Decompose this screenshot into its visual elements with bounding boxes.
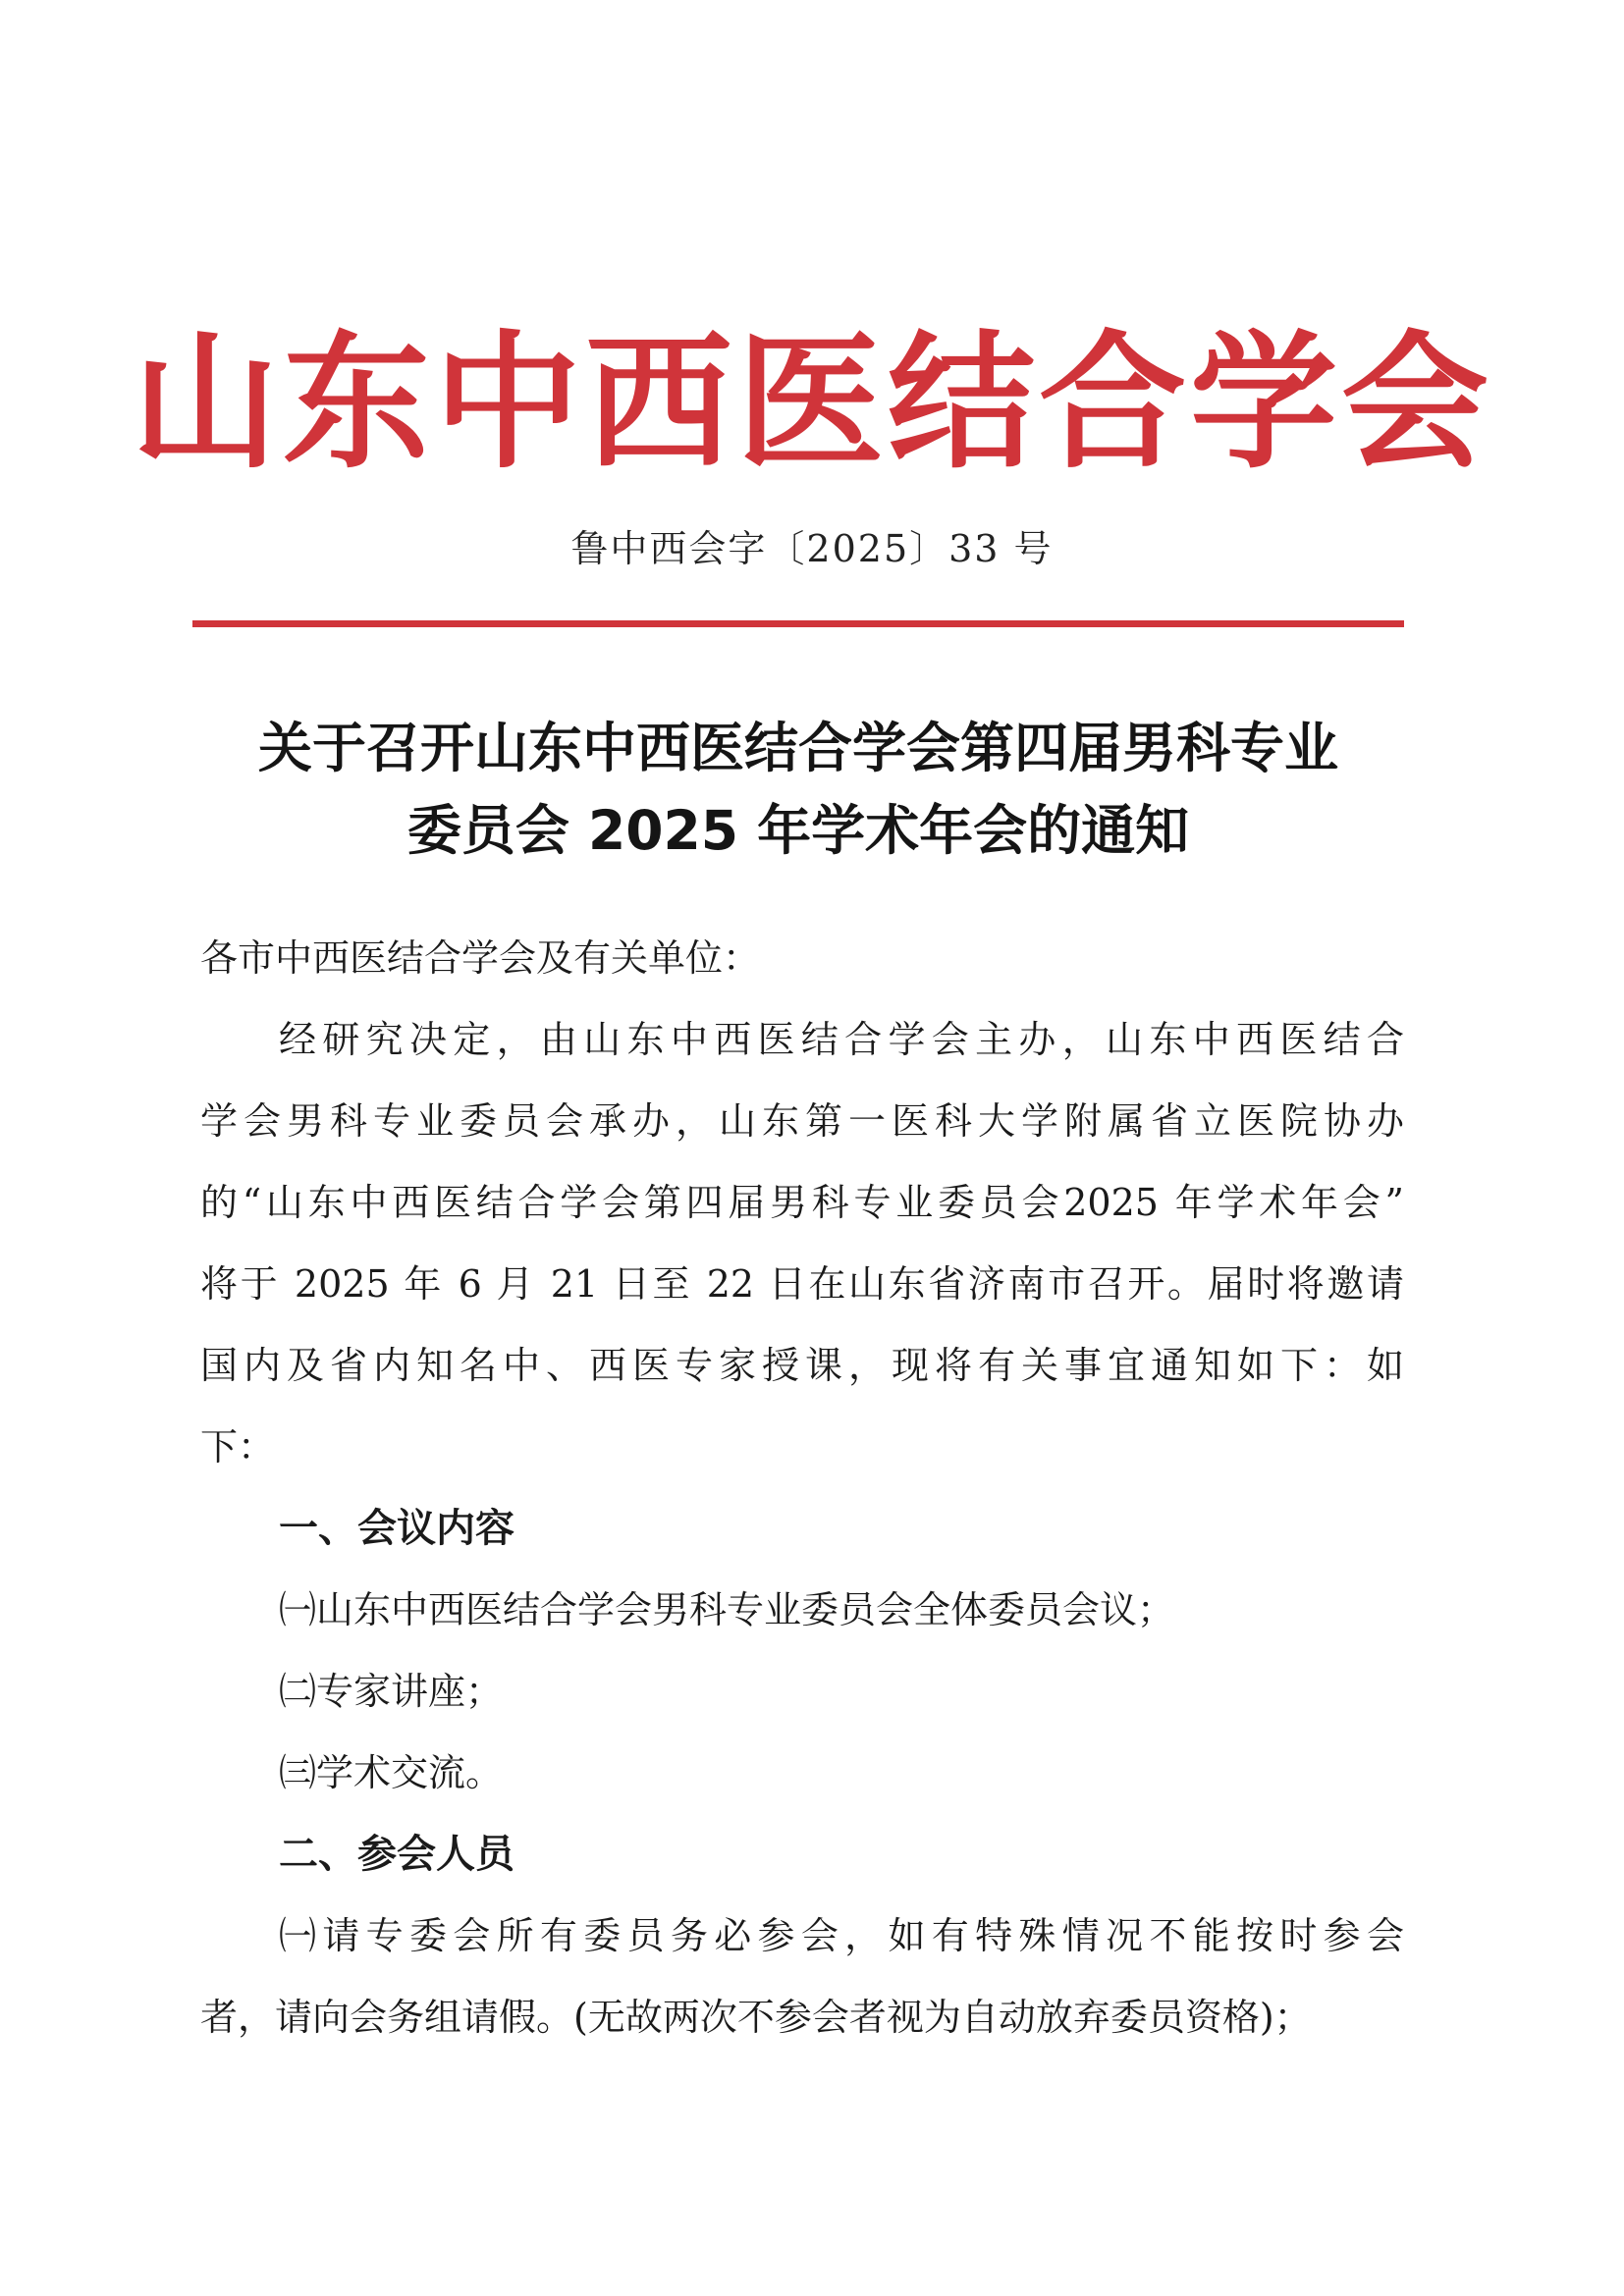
document-number: 鲁中西会字〔2025〕33 号 [570, 527, 1054, 570]
section-2-paragraph-line-1: ㈠请专委会所有委员务必参会，如有特殊情况不能按时参会 [279, 1914, 1404, 1957]
paragraph-1-line-4: 将于 2025 年 6 月 21 日至 22 日在山东省济南市召开。届时将邀请 [200, 1262, 1404, 1306]
organization-name-header: 山东中西医结合学会 [131, 316, 1492, 489]
section-1-item-2: ㈡专家讲座； [279, 1670, 504, 1713]
document-body [200, 918, 1404, 2058]
paragraph-1-line-5: 国内及省内知名中、西医专家授课，现将有关事宜通知如下：如 [200, 1344, 1404, 1387]
section-1-heading: 一、会议内容 [279, 1506, 514, 1551]
paragraph-1-line-6: 下： [200, 1425, 276, 1468]
document-title-line-2: 委员会 2025 年学术年会的通知 [406, 799, 1190, 862]
paragraph-1-line-3: 的“山东中西医结合学会第四届男科专业委员会2025 年学术年会” [200, 1181, 1404, 1224]
paragraph-1-line-1: 经研究决定，由山东中西医结合学会主办，山东中西医结合 [279, 1018, 1404, 1061]
document-title-line-1: 关于召开山东中西医结合学会第四届男科专业 [257, 717, 1338, 779]
header-divider-line [192, 620, 1404, 627]
section-2-paragraph-line-2: 者，请向会务组请假。(无故两次不参会者视为自动放弃委员资格)； [200, 1996, 1312, 2039]
section-1-item-1: ㈠山东中西医结合学会男科专业委员会全体委员会议； [279, 1588, 1175, 1631]
section-1-item-3: ㈢学术交流。 [279, 1751, 504, 1794]
section-2-heading: 二、参会人员 [279, 1832, 514, 1877]
document-title [192, 707, 1404, 872]
salutation: 各市中西医结合学会及有关单位： [200, 936, 761, 980]
paragraph-1-line-2: 学会男科专业委员会承办，山东第一医科大学附属省立医院协办 [200, 1099, 1404, 1143]
